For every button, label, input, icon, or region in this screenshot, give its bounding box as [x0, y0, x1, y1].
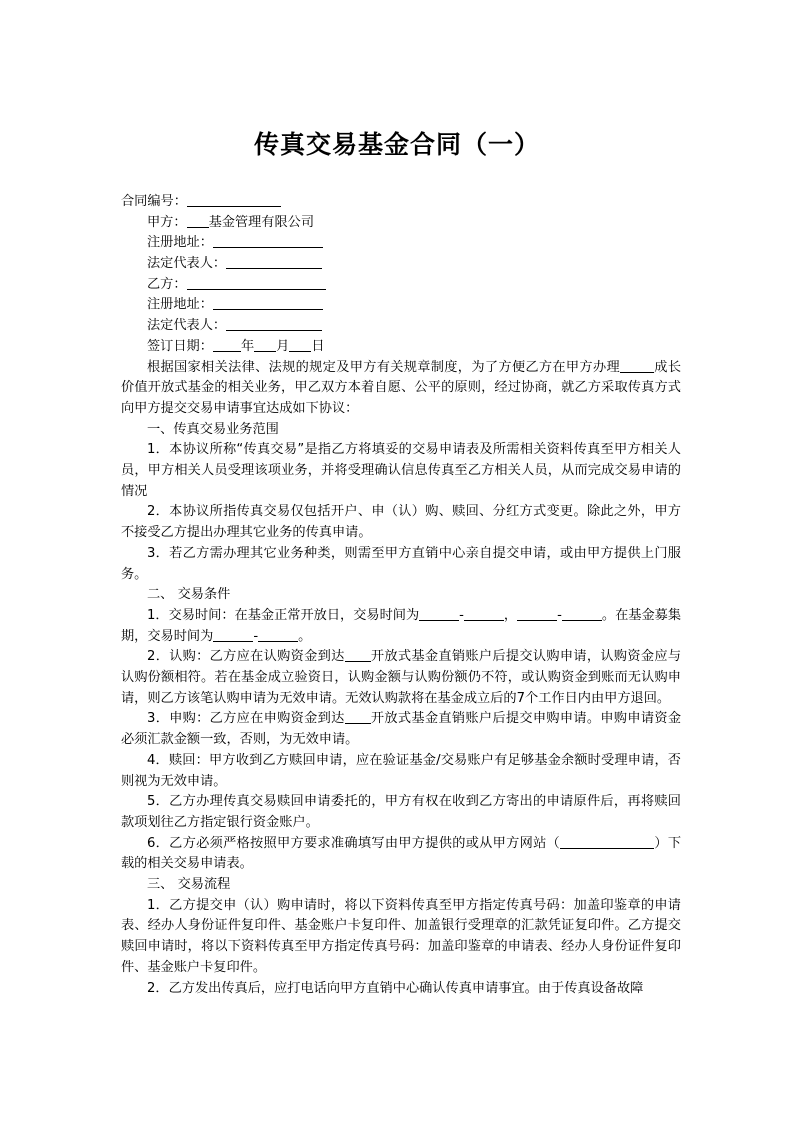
party-a-blank [187, 214, 209, 228]
comma: ， [503, 607, 518, 623]
purchase-fund-blank [345, 710, 371, 724]
party-a-legal-rep-line [121, 254, 681, 275]
month-label: 月 [276, 338, 290, 354]
party-b-legal-rep-blank [226, 317, 322, 331]
trade-time-text: 1．交易时间：在基金正常开放日，交易时间为 [147, 607, 420, 623]
open-time2-end-blank [562, 607, 602, 621]
party-a-address-blank [213, 234, 323, 248]
intro-text-a: 根据国家相关法律、法规的规定及甲方有关规章制度，为了方便乙方在甲方办理 [147, 359, 620, 375]
party-b-address-blank [213, 296, 323, 310]
section-2-p3 [121, 709, 681, 750]
document-title: 传真交易基金合同（一） [253, 130, 540, 159]
sign-date-line [121, 337, 681, 358]
subscribe-fund-blank [345, 648, 371, 662]
section-2-heading: 二、 交易条件 [147, 587, 231, 603]
contract-body [121, 192, 681, 999]
section-1-p1: 1．本协议所称“传真交易”是指乙方将填妥的交易申请表及所需相关资料传真至甲方相关人员，甲方相关人员受理该项业务，并将受理确认信息传真至乙方相关人员，从而完成交易申请的情况 [121, 442, 681, 499]
purchase-text-b: 开放式基金直销账户后提交申购申请。申购申请资金必须汇款金额一致，否则，为无效申请。 [121, 711, 682, 748]
contract-number-label: 合同编号： [121, 194, 187, 209]
dash: - [253, 628, 259, 644]
section-2-p4: 4．赎回：甲方收到乙方赎回申请，应在验证基金/交易账户有足够基金余额时受理申请，否则视为无效申请。 [121, 752, 681, 789]
contract-number-blank [187, 193, 281, 207]
section-2-p2 [121, 647, 681, 709]
reg-address-label: 注册地址： [147, 297, 213, 313]
intro-text-b: 成长价值开放式基金的相关业务，甲乙双方本着自愿、公平的原则，经过协商，就乙方采取传真方式向甲方提交交易申请事宜达成如下协议： [121, 359, 682, 416]
section-3-p2: 2．乙方发出传真后，应打电话向甲方直销中心确认传真申请事宜。由于传真设备故障 [147, 980, 644, 996]
subscribe-text-b: 开放式基金直销账户后提交认购申请，认购资金应与认购份额相符。若在基金成立验资日，认购金额与认购份额仍不符，或认购资金到账而无认购申请，则乙方该笔认购申请为无效申请。无效认购款将在基金成立后的7个工作日内由甲方退回。 [121, 649, 682, 706]
reg-address-label: 注册地址： [147, 235, 213, 251]
year-label: 年 [240, 338, 255, 354]
section-3-heading: 三、 交易流程 [147, 877, 231, 893]
website-blank [560, 835, 654, 849]
month-blank [254, 338, 276, 352]
website-text-b: ）下载的相关交易申请表。 [121, 835, 682, 872]
sign-date-label: 签订日期： [147, 338, 213, 354]
open-time-start-blank [419, 607, 459, 621]
intro-blank [620, 359, 654, 373]
party-b-legal-rep-line [121, 316, 681, 337]
contract-number-line [121, 192, 681, 213]
section-2-p6 [121, 834, 681, 875]
party-b-line [121, 275, 681, 296]
subscribe-text-a: 2．认购：乙方应在认购资金到达 [147, 649, 345, 665]
open-time-end-blank [464, 607, 504, 621]
party-a-suffix: 基金管理有限公司 [208, 214, 315, 230]
section-1-heading: 一、传真交易业务范围 [147, 421, 279, 437]
day-label: 日 [311, 338, 325, 354]
party-a-legal-rep-blank [226, 255, 322, 269]
section-2-p5: 5．乙方办理传真交易赎回申请委托的，甲方有权在收到乙方寄出的申请原件后，再将赎回款项划往乙方指定银行资金账户。 [121, 794, 681, 830]
purchase-text-a: 3．申购：乙方应在申购资金到达 [147, 711, 345, 727]
period: 。 [298, 628, 312, 644]
intro-paragraph [121, 358, 681, 420]
section-1-p2: 2．本协议所指传真交易仅包括开户、申（认）购、赎回、分红方式变更。除此之外，甲方不接受乙方提出办理其它业务的传真申请。 [121, 504, 681, 541]
party-b-address-line [121, 295, 681, 316]
party-b-blank [187, 276, 326, 290]
dash: - [557, 607, 562, 623]
section-3-p1: 1．乙方提交申（认）购申请时，将以下资料传真至甲方指定传真号码：加盖印鉴章的申请表、经办人身份证件复印件、基金账户卡复印件、加盖银行受理章的汇款凭证复印件。乙方提交赎回申请时，将以下资料传真至甲方指定传真号码：加盖印鉴章的申请表、经办人身份证件复印件、基金账户卡复印件。 [121, 897, 681, 975]
party-b-label: 乙方： [147, 276, 187, 292]
raise-time-end-blank [258, 628, 298, 642]
section-1-p3: 3．若乙方需办理其它业务种类，则需至甲方直销中心亲自提交申请，或由甲方提供上门服务。 [121, 545, 681, 582]
party-a-line [121, 213, 681, 234]
dash: - [459, 607, 464, 623]
party-a-label: 甲方： [147, 214, 187, 230]
website-text-a: 6．乙方必须严格按照甲方要求准确填写由甲方提供的或从甲方网站（ [147, 835, 561, 851]
party-a-address-line [121, 233, 681, 254]
legal-rep-label: 法定代表人： [147, 256, 227, 272]
legal-rep-label: 法定代表人： [147, 318, 227, 334]
raise-period-text: 。在基金募集期，交易时间为 [121, 607, 682, 644]
open-time2-start-blank [517, 607, 557, 621]
section-2-p1 [121, 606, 681, 647]
raise-time-start-blank [213, 628, 253, 642]
day-blank [289, 338, 311, 352]
year-blank [213, 338, 241, 352]
